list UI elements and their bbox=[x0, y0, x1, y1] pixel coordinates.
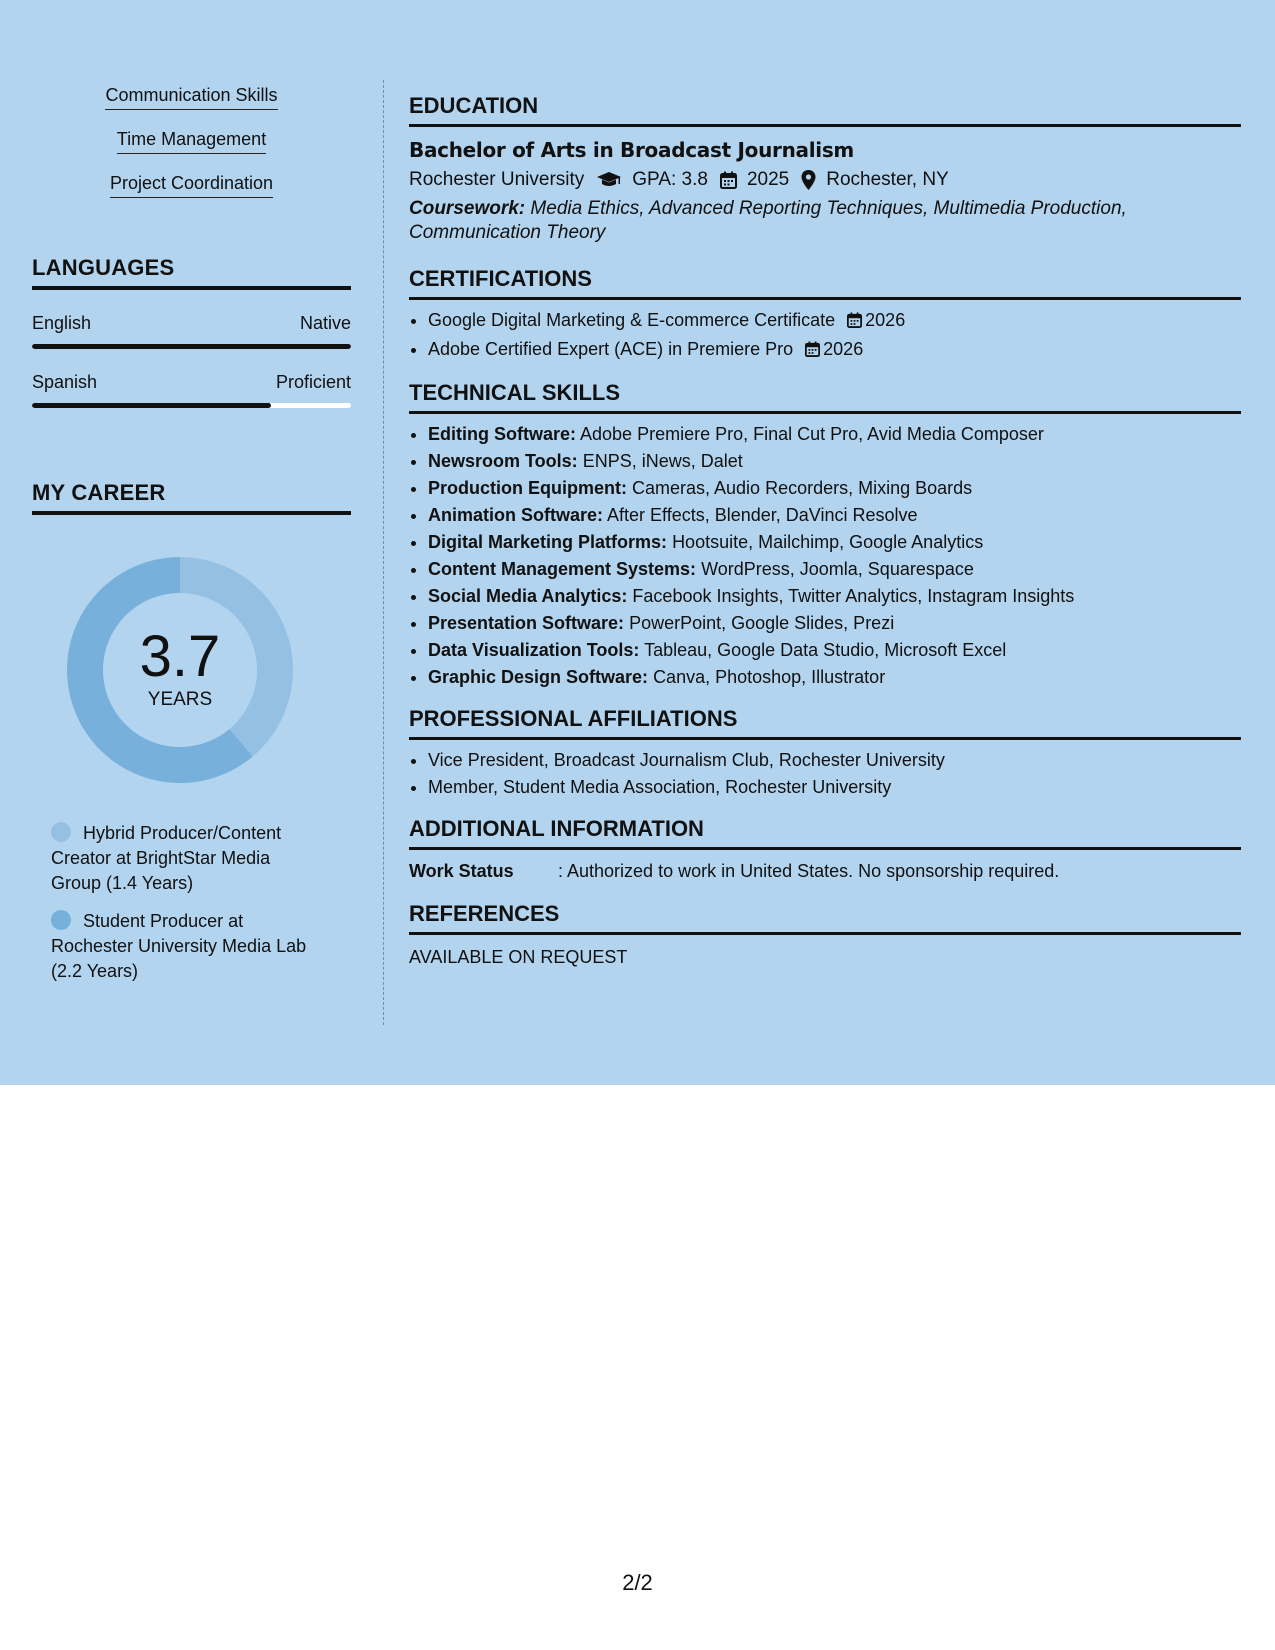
skill-values: Canva, Photoshop, Illustrator bbox=[653, 667, 886, 687]
technical-skills-list bbox=[409, 421, 1241, 691]
skill-category: Content Management Systems: bbox=[428, 559, 697, 579]
language-level: Native bbox=[299, 313, 351, 333]
legend-dot bbox=[51, 822, 71, 842]
work-status-label: Work Status bbox=[409, 861, 514, 881]
career-legend-item bbox=[51, 821, 321, 896]
language-level: Proficient bbox=[275, 372, 351, 392]
calendar-icon bbox=[805, 338, 820, 365]
skill-category: Digital Marketing Platforms: bbox=[428, 532, 668, 552]
career-title: MY CAREER bbox=[32, 480, 351, 515]
skill-category: Editing Software: bbox=[428, 424, 576, 444]
skill-values: WordPress, Joomla, Squarespace bbox=[701, 559, 974, 579]
skill-values: Hootsuite, Mailchimp, Google Analytics bbox=[672, 532, 984, 552]
technical-skills-title: TECHNICAL SKILLS bbox=[409, 379, 1241, 414]
references-title: REFERENCES bbox=[409, 900, 1241, 935]
technical-skill-item bbox=[428, 583, 1241, 610]
technical-skill-item bbox=[428, 664, 1241, 691]
language-item bbox=[32, 312, 351, 349]
affiliations-list bbox=[409, 747, 1241, 801]
school-name: Rochester University bbox=[409, 169, 585, 190]
career-legend-label: Hybrid Producer/Content Creator at BrightStar Media Group (1.4 Years) bbox=[51, 823, 282, 893]
coursework bbox=[409, 197, 1241, 245]
language-item bbox=[32, 371, 351, 408]
skill-category: Social Media Analytics: bbox=[428, 586, 628, 606]
career-legend-item bbox=[51, 909, 321, 984]
technical-skill-item bbox=[428, 475, 1241, 502]
right-column bbox=[409, 92, 1241, 968]
technical-skill-item bbox=[428, 502, 1241, 529]
location: Rochester, NY bbox=[826, 169, 949, 190]
language-name: English bbox=[32, 313, 92, 333]
language-bar bbox=[32, 344, 351, 349]
technical-skill-item bbox=[428, 637, 1241, 664]
skill-link[interactable]: Communication Skills bbox=[105, 84, 277, 110]
coursework-label: Coursework: bbox=[409, 198, 526, 219]
certifications-title: CERTIFICATIONS bbox=[409, 265, 1241, 300]
career-total-years: 3.7 bbox=[139, 624, 221, 689]
skills-list bbox=[32, 84, 351, 216]
calendar-icon bbox=[847, 309, 862, 336]
language-name: Spanish bbox=[32, 372, 98, 392]
legend-dot bbox=[51, 910, 71, 930]
technical-skill-item bbox=[428, 529, 1241, 556]
language-bar-fill bbox=[32, 403, 271, 408]
skill-values: Facebook Insights, Twitter Analytics, Instagram Insights bbox=[632, 586, 1075, 606]
certification-year: 2026 bbox=[823, 339, 864, 359]
skill-category: Newsroom Tools: bbox=[428, 451, 578, 471]
column-divider bbox=[383, 80, 384, 1025]
career-donut-chart bbox=[65, 555, 295, 785]
technical-skill-item bbox=[428, 448, 1241, 475]
technical-skill-item bbox=[428, 556, 1241, 583]
language-bar bbox=[32, 403, 351, 408]
certification-item bbox=[428, 336, 1241, 365]
coursework-list: Media Ethics, Advanced Reporting Techniques, Multimedia Production, Communication Theory bbox=[409, 198, 1127, 243]
skill-category: Production Equipment: bbox=[428, 478, 627, 498]
affiliations-title: PROFESSIONAL AFFILIATIONS bbox=[409, 705, 1241, 740]
certification-name: Adobe Certified Expert (ACE) in Premiere Pro bbox=[428, 339, 794, 359]
skill-link[interactable]: Project Coordination bbox=[110, 172, 273, 198]
affiliation-item: • Member, Student Media Association, Rochester University bbox=[428, 774, 1241, 801]
skill-category: Graphic Design Software: bbox=[428, 667, 649, 687]
left-column bbox=[32, 84, 351, 997]
skill-values: Adobe Premiere Pro, Final Cut Pro, Avid Media Composer bbox=[580, 424, 1044, 444]
certifications-list bbox=[409, 307, 1241, 365]
gpa: GPA: 3.8 bbox=[632, 169, 708, 190]
graduation-year: 2025 bbox=[746, 169, 790, 190]
career-total-unit: YEARS bbox=[147, 689, 213, 710]
career-legend bbox=[32, 821, 351, 984]
technical-skill-item bbox=[428, 610, 1241, 637]
skill-values: PowerPoint, Google Slides, Prezi bbox=[629, 613, 895, 633]
education-meta bbox=[409, 167, 1241, 193]
certification-item bbox=[428, 307, 1241, 336]
skill-values: After Effects, Blender, DaVinci Resolve bbox=[607, 505, 918, 525]
certification-name: Google Digital Marketing & E-commerce Certificate bbox=[428, 310, 836, 330]
work-status-row bbox=[409, 860, 1241, 882]
skill-values: Cameras, Audio Recorders, Mixing Boards bbox=[632, 478, 973, 498]
degree-name: Bachelor of Arts in Broadcast Journalism bbox=[409, 138, 854, 162]
career-legend-label: Student Producer at Rochester University Media Lab (2.2 Years) bbox=[51, 911, 307, 981]
language-bar-fill bbox=[32, 344, 351, 349]
skill-values: Tableau, Google Data Studio, Microsoft Excel bbox=[644, 640, 1007, 660]
skill-category: Data Visualization Tools: bbox=[428, 640, 640, 660]
certification-year: 2026 bbox=[865, 310, 906, 330]
languages-title: LANGUAGES bbox=[32, 255, 351, 290]
technical-skill-item bbox=[428, 421, 1241, 448]
education-title: EDUCATION bbox=[409, 92, 1241, 127]
affiliation-item: • Vice President, Broadcast Journalism Club, Rochester University bbox=[428, 747, 1241, 774]
skill-category: Animation Software: bbox=[428, 505, 604, 525]
skill-link[interactable]: Time Management bbox=[117, 128, 266, 154]
skill-values: ENPS, iNews, Dalet bbox=[582, 451, 743, 471]
references-text: AVAILABLE ON REQUEST bbox=[409, 947, 628, 967]
additional-info-title: ADDITIONAL INFORMATION bbox=[409, 815, 1241, 850]
page-number: 2/2 bbox=[622, 1570, 653, 1595]
map-pin-icon bbox=[801, 170, 816, 190]
donut-center bbox=[65, 624, 295, 711]
work-status-value: : Authorized to work in United States. No sponsorship required. bbox=[558, 861, 1060, 881]
calendar-icon bbox=[720, 171, 737, 189]
graduation-cap-icon bbox=[596, 171, 622, 189]
skill-category: Presentation Software: bbox=[428, 613, 625, 633]
